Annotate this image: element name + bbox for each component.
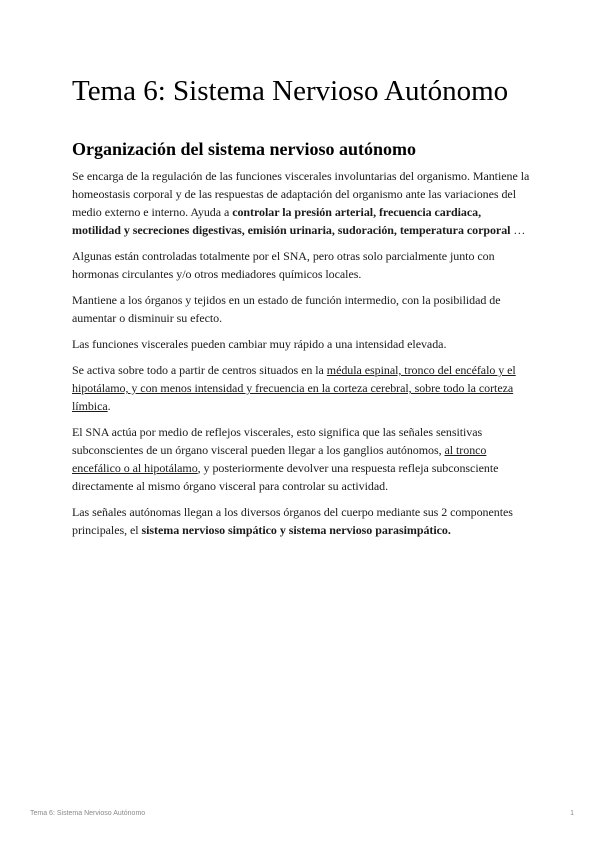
- paragraph-2: Algunas están controladas totalmente por el SNA, pero otras solo parcialmente junto con hormonas circulantes y/o otros mediadores químicos locales.: [72, 249, 495, 281]
- paragraph-4: Las funciones viscerales pueden cambiar muy rápido a una intensidad elevada.: [72, 337, 447, 351]
- paragraph-7: [72, 503, 532, 539]
- document-page: [72, 74, 532, 547]
- section-heading: Organización del sistema nervioso autónomo: [72, 139, 416, 159]
- paragraph-6-tail: , y posteriormente devolver una respuesta refleja subconsciente directamente al mismo órgano visceral para controlar su actividad.: [72, 461, 499, 493]
- paragraph-6-underlined: al tronco encefálico o al hipotálamo: [72, 443, 487, 475]
- paragraph-1-tail: …: [510, 223, 526, 237]
- paragraph-7-bold: sistema nervioso simpático y sistema nervioso parasimpático.: [141, 523, 451, 537]
- footer-label: Tema 6: Sistema Nervioso Autónomo: [30, 810, 146, 817]
- paragraph-1-text: Se encarga de la regulación de las funciones viscerales involuntarias del organismo. Mantiene la homeostasis corporal y de las respuestas de adaptación del organismo ante las variaciones del medio externo e interno. Ayuda a: [72, 169, 530, 219]
- paragraph-6-text: El SNA actúa por medio de reflejos viscerales, esto significa que las señales sensitivas subconscientes de un órgano visceral pueden llegar a los ganglios autónomos,: [72, 425, 483, 457]
- paragraph-3: Mantiene a los órganos y tejidos en un estado de función intermedio, con la posibilidad de aumentar o disminuir su efecto.: [72, 293, 501, 325]
- paragraph-1-bold: controlar la presión arterial, frecuencia cardiaca, motilidad y secreciones digestivas, emisión urinaria, sudoración, temperatura corporal: [72, 205, 511, 237]
- paragraph-5-tail: .: [107, 399, 111, 413]
- page-number: 1: [570, 810, 574, 817]
- paragraph-5-text: Se activa sobre todo a partir de centros situados en la: [72, 363, 327, 377]
- paragraph-1: [72, 167, 532, 239]
- document-title: Tema 6: Sistema Nervioso Autónomo: [72, 75, 509, 107]
- paragraph-5: [72, 361, 532, 415]
- paragraph-5-underlined: médula espinal, tronco del encéfalo y el hipotálamo, y con menos intensidad y frecuencia en la corteza cerebral, sobre todo la corteza límbica: [72, 363, 516, 413]
- paragraph-6: [72, 423, 532, 495]
- page-footer: [30, 810, 574, 817]
- paragraph-7-text: Las señales autónomas llegan a los diversos órganos del cuerpo mediante sus 2 componentes principales, el: [72, 505, 513, 537]
